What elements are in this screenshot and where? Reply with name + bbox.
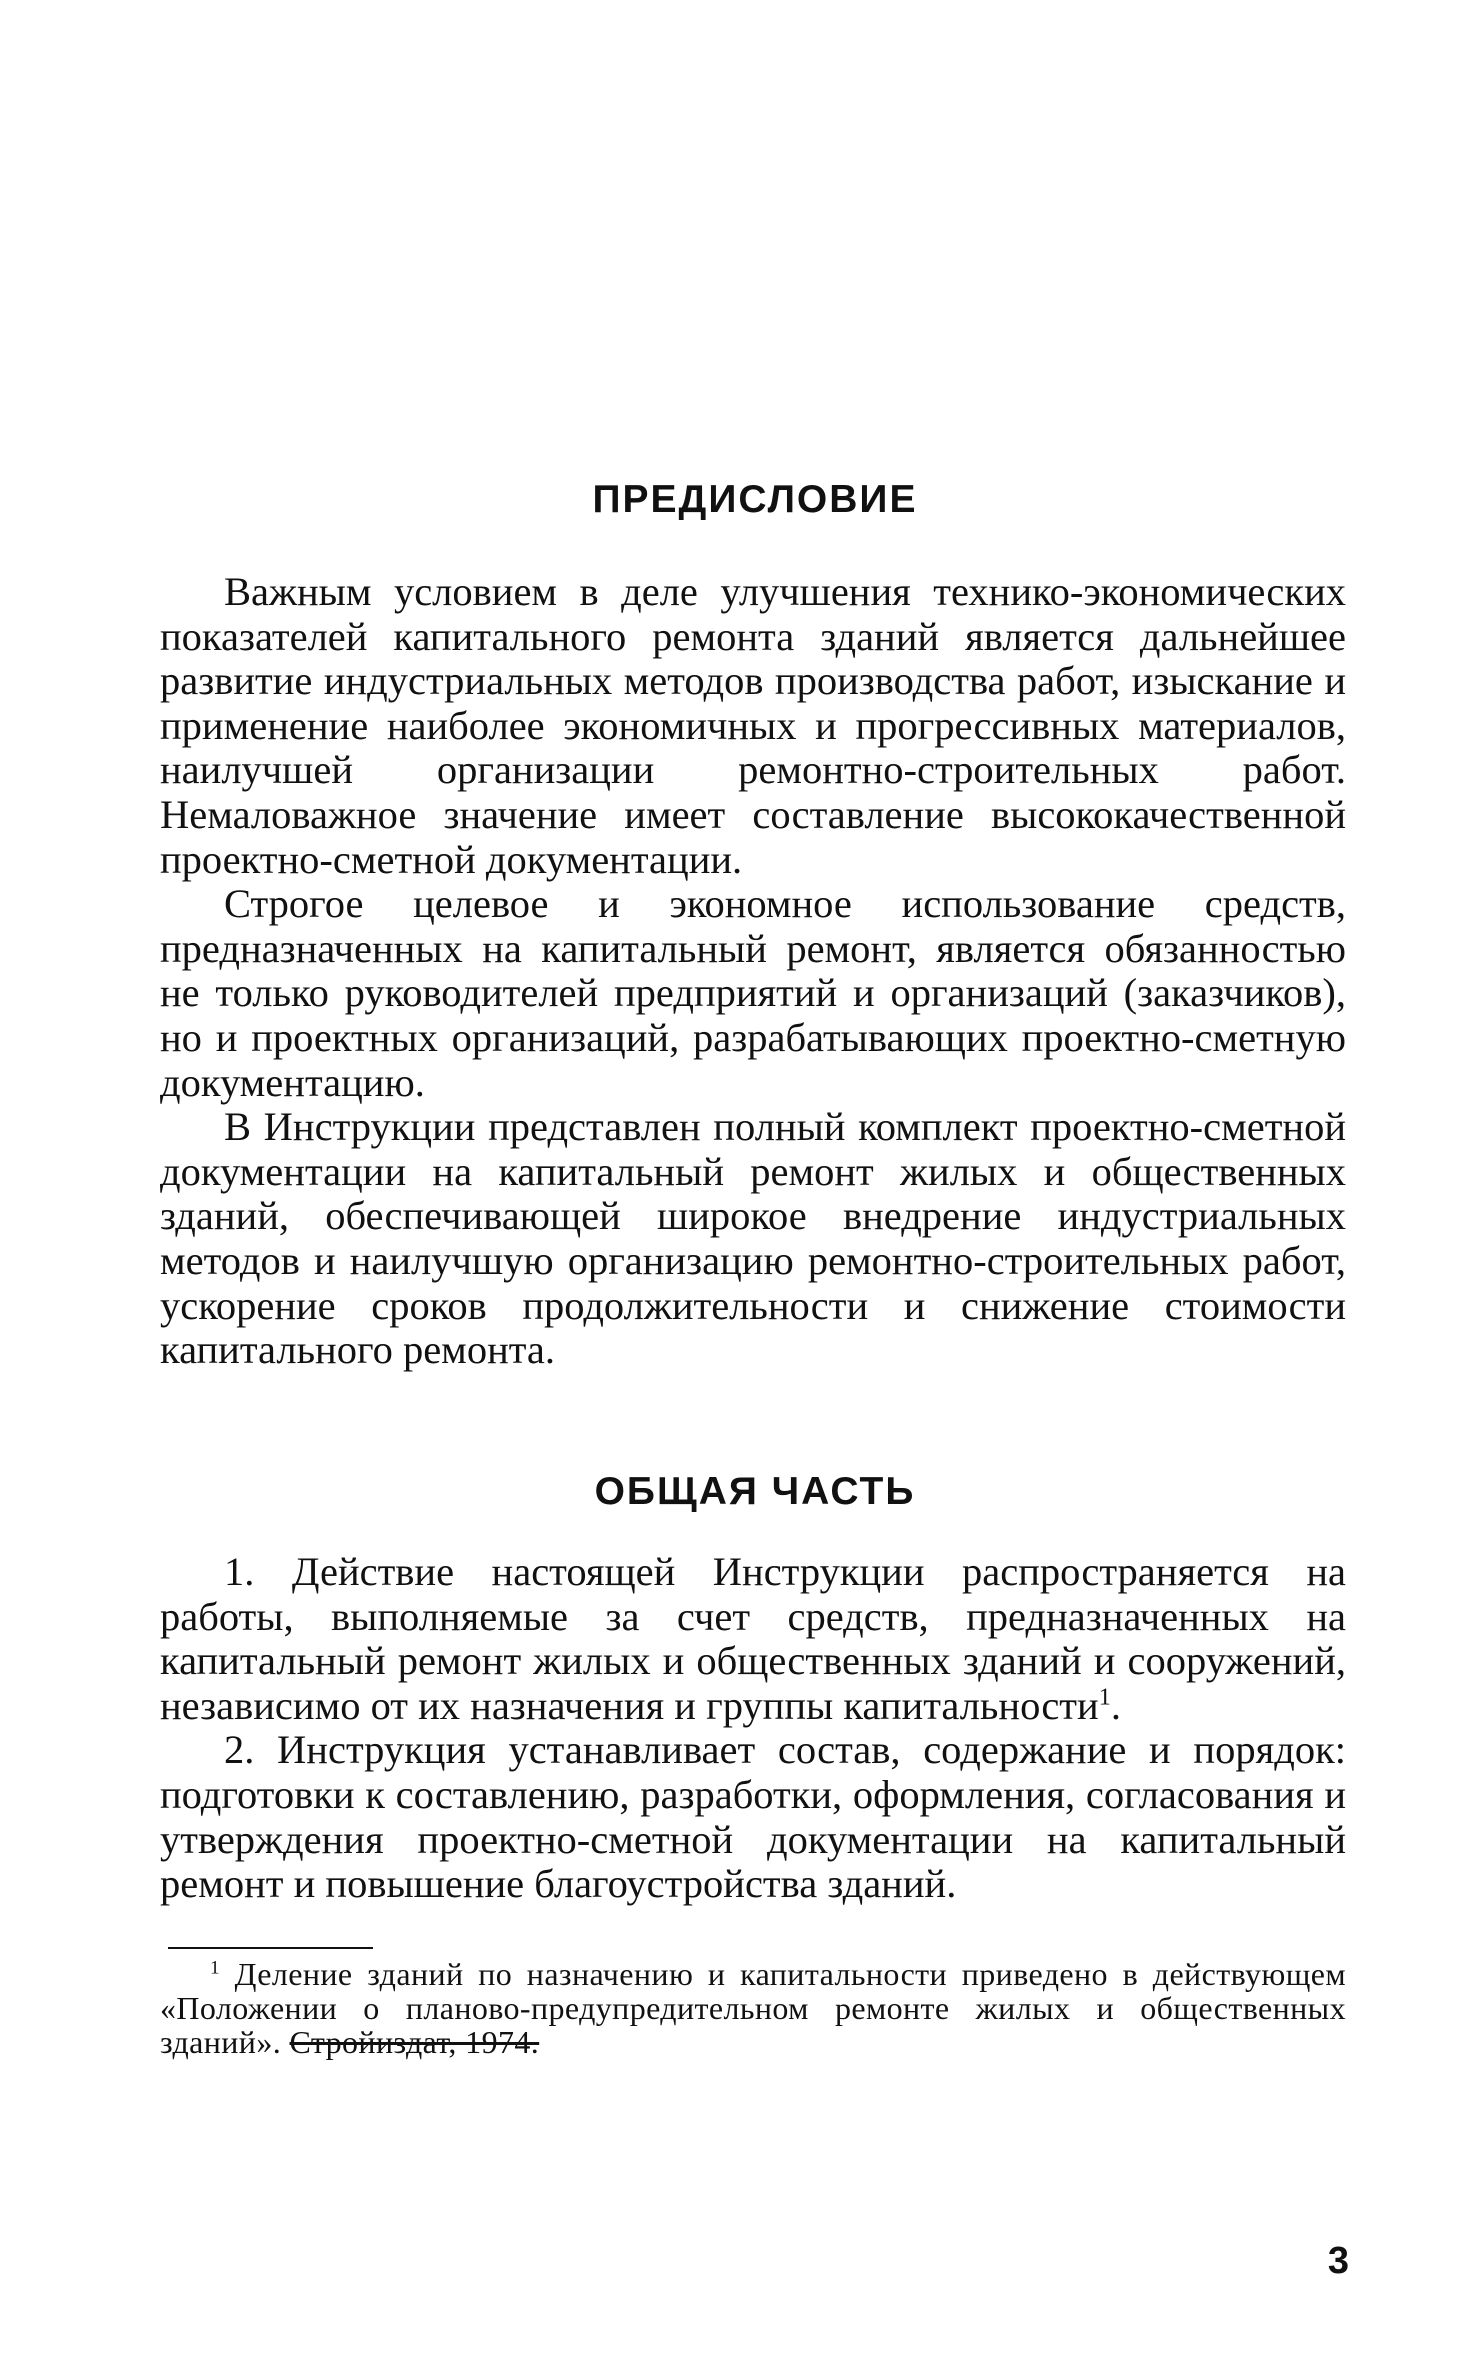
footnote-marker: 1 <box>210 1957 220 1979</box>
general-item-1-text: 1. Действие настоящей Инструкции распространяется на работы, выполняемые за счет средств, предназначенных на капитальный ремонт жилых и общественных зданий и сооружений, независимо от их назначения и группы капитальности <box>160 1549 1346 1728</box>
preface-paragraph-2: Строгое целевое и экономное использование средств, предназначенных на капитальный ремонт, является обязанностью не только руководителей предприятий и организаций (заказчиков), но и проектных организаций, разрабатывающих проектно-сметную документацию. <box>160 881 1346 1105</box>
general-item-2: 2. Инструкция устанавливает состав, содержание и порядок: подготовки к составлению, разработки, оформления, согласования и утверждения проектно-сметной документации на капитальный ремонт и повышение благоустройства зданий. <box>160 1727 1346 1907</box>
general-item-1 <box>160 1550 1346 1728</box>
footnote-struck-text: Стройиздат, 1974. <box>289 2023 540 2060</box>
preface-heading: ПРЕДИСЛОВИЕ <box>592 478 918 521</box>
footnote-divider <box>168 1947 373 1949</box>
footnote-reference: 1 <box>1098 1683 1111 1711</box>
preface-paragraph-3: В Инструкции представлен полный комплект проектно-сметной документации на капитальный ремонт жилых и общественных зданий, обеспечивающей широкое внедрение индустриальных методов и наилучшую организацию ремонтно-строительных работ, ускорение сроков продолжительности и снижение стоимости капитального ремонта. <box>160 1104 1346 1373</box>
page-number: 3 <box>1327 2240 1349 2282</box>
preface-paragraph-1: Важным условием в деле улучшения технико-экономических показателей капитального ремонта зданий является дальнейшее развитие индустриальных методов производства работ, изыскание и применение наиболее экономичных и прогрессивных материалов, наилучшей организации ремонтно-строительных работ. Немаловажное значение имеет составление высококачественной проектно-сметной документации. <box>160 569 1346 882</box>
footnote <box>160 1957 1346 2059</box>
preface-body <box>160 570 1346 1373</box>
general-item-1-end: . <box>1110 1682 1121 1728</box>
general-section-heading: ОБЩАЯ ЧАСТЬ <box>594 1470 916 1513</box>
general-section-body <box>160 1549 1346 2060</box>
footnote-text: Деление зданий по назначению и капитальности приведено в действующем «Положении о планово-предупредительном ремонте жилых и общественных зданий». <box>160 1955 1346 2060</box>
